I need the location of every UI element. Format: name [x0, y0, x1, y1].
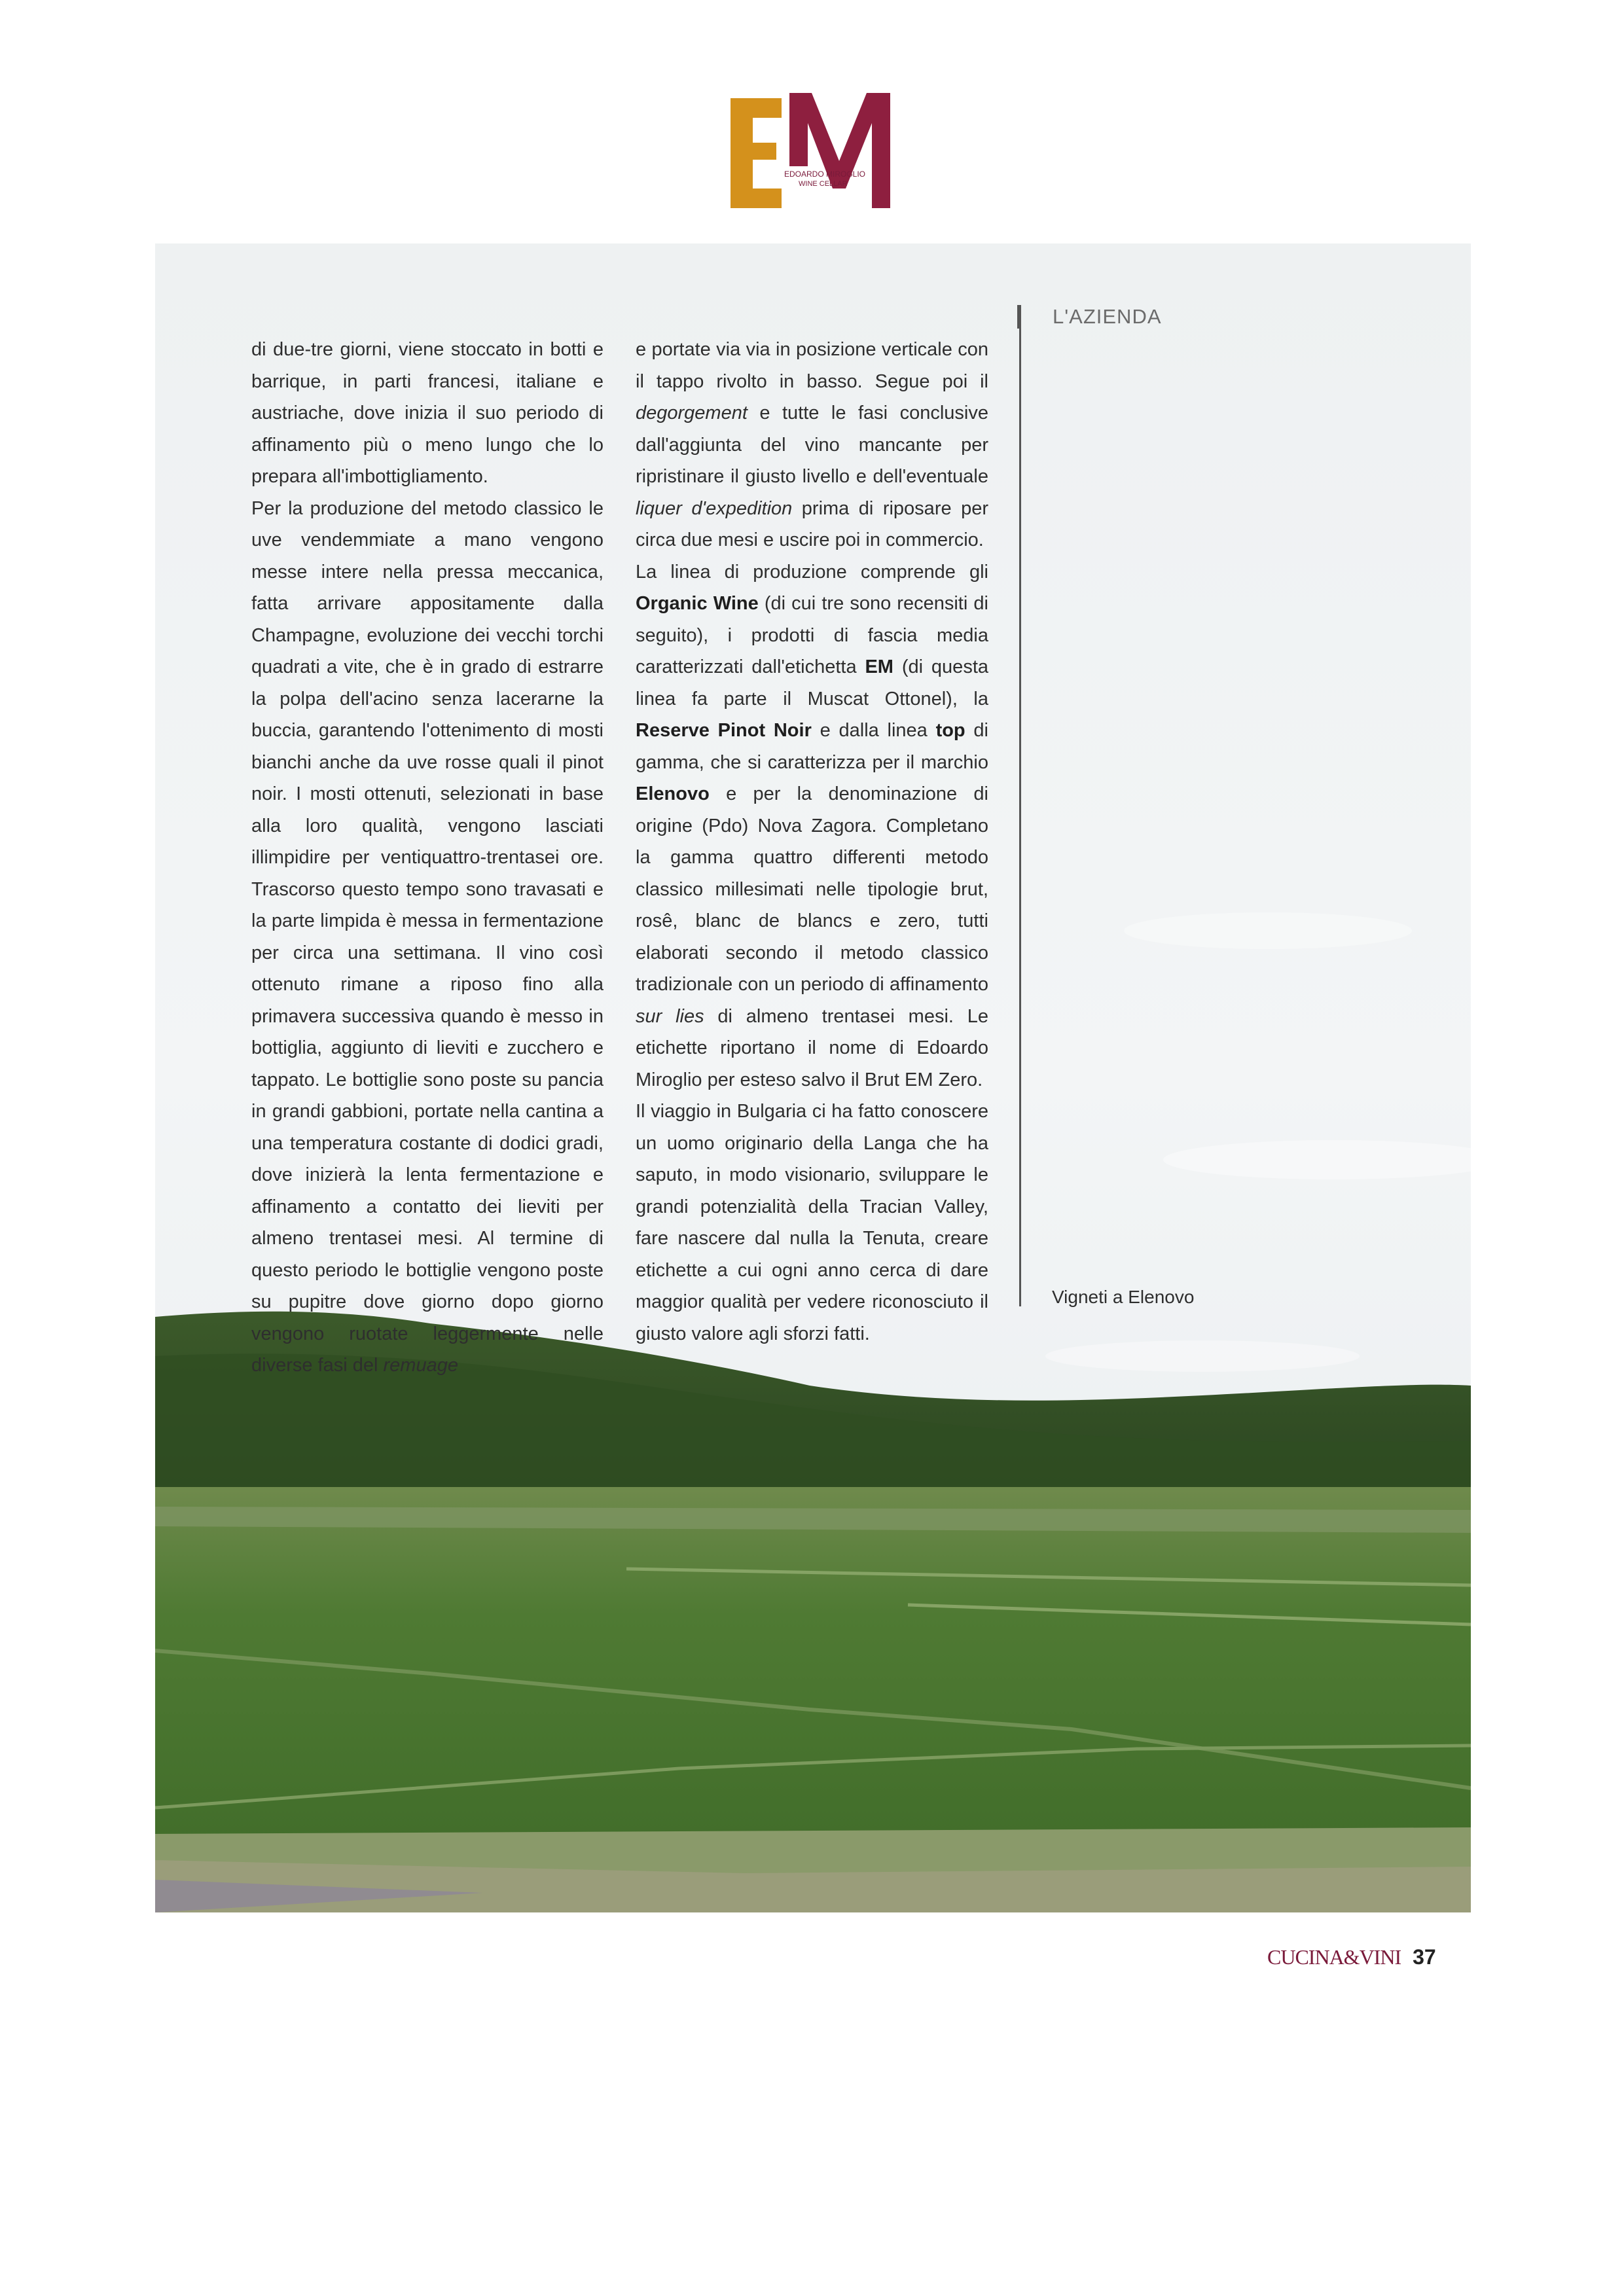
col2-p2-text-e: di gamma, che si caratterizza per il marchio: [636, 720, 988, 773]
section-divider-marker: [1017, 305, 1021, 329]
col2-p2-bold-4: top: [935, 720, 965, 741]
col1-paragraph-2: [251, 493, 604, 1382]
col2-paragraph-1: [636, 334, 988, 556]
logo-letter-e: [731, 98, 782, 208]
col2-p2-italic: sur lies: [636, 1005, 704, 1027]
col2-p2-text-b: (di cui tre sono recensiti di seguito), i prodotti di fascia media caratterizzati dall'etichetta: [636, 593, 988, 677]
col2-p1-italic-1: degorgement: [636, 403, 748, 423]
page-number: 37: [1413, 1945, 1436, 1969]
em-logo: [731, 93, 890, 208]
col2-p1-text-a: e portate via via in posizione verticale con il tappo rivolto in basso. Segue poi il: [636, 339, 988, 392]
col2-paragraph-2: [636, 556, 988, 1096]
col1-paragraph-1: di due-tre giorni, viene stoccato in botti e barrique, in parti francesi, italiane e austriache, dove inizia il suo periodo di affinamento più o meno lungo che lo prepara all'imbottigliamento.: [251, 339, 604, 487]
col2-p1-text-b: e tutte le fasi conclusive dall'aggiunta del vino mancante per ripristinare il giusto livello e dell'eventuale: [636, 403, 988, 487]
section-label: L'AZIENDA: [1053, 305, 1162, 328]
col2-p2-text-g: di almeno trentasei mesi. Le etichette riportano il nome di Edoardo Miroglio per esteso salvo il Brut EM Zero.: [636, 1005, 988, 1090]
col2-p2-bold-5: Elenovo: [636, 783, 710, 804]
section-divider-rule: [1019, 305, 1021, 1306]
photo-caption: Vigneti a Elenovo: [1052, 1287, 1195, 1307]
col1-p2-text: Per la produzione del metodo classico le uve vendemmiate a mano vengono messe intere nella pressa meccanica, fatta arrivare appositamente dalla Champagne, evoluzione dei vecchi torchi quadrati a vite, che è in grado di estrarre la polpa dell'acino senza lacerarne la buccia, garantendo l'ottenimento di mosti bianchi anche da uve rosse quali il pinot noir. I mosti ottenuti, selezionati in base alla loro qualità, vengono lasciati illimpidire per ventiquattro-trentasei ore. Trascorso questo tempo sono travasati e la parte limpida è messa in fermentazione per circa una settimana. Il vino così ottenuto rimane a riposo fino alla primavera successiva quando è messo in bottiglia, aggiunto di lieviti e zucchero e tappato. Le bottiglie sono poste su pancia in grandi gabbioni, portate nella cantina a una temperatura costante di dodici gradi, dove inizierà la lenta fermentazione e affinamento a contatto dei lieviti per almeno trentasei mesi. Al termine di questo periodo le bottiglie vengono poste su pupitre dove giorno dopo giorno vengono ruotate leggermente nelle diverse fasi del: [251, 497, 604, 1376]
col2-p2-text-c: (di questa linea fa parte il Muscat Ottonel), la: [636, 656, 988, 709]
magazine-brand: CUCINA&VINI: [1267, 1945, 1401, 1969]
col2-p2-text-f: e per la denominazione di origine (Pdo) Nova Zagora. Completano la gamma quattro differenti metodo classico millesimati nelle tipologie brut, rosê, blanc de blancs e zero, tutti elaborati secondo il metodo classico tradizionale con un periodo di affinamento: [636, 783, 988, 995]
article-column-2: [636, 334, 988, 1350]
col2-p2-bold-1: Organic Wine: [636, 593, 759, 614]
col2-p1-text-c: prima di riposare per circa due mesi e uscire poi in commercio.: [636, 497, 988, 550]
col2-p2-bold-3: Reserve Pinot Noir: [636, 720, 812, 741]
col2-p1-italic-2: liquer d'expedition: [636, 497, 793, 519]
logo-line1: EDOARDO MIROGLIO: [784, 170, 866, 179]
logo-line2: WINE CELLAR: [799, 180, 848, 188]
col1-p2-italic: remuage: [383, 1355, 458, 1376]
page-footer: [1267, 1945, 1436, 1969]
logo-letter-m: [789, 93, 890, 208]
col2-p2-bold-2: EM: [865, 656, 893, 677]
col2-paragraph-3: Il viaggio in Bulgaria ci ha fatto conoscere un uomo originario della Langa che ha saputo, in modo visionario, sviluppare le grandi potenzialità della Tracian Valley, fare nascere dal nulla la Tenuta, creare etichette a cui ogni anno cerca di dare maggior qualità per vedere riconosciuto il giusto valore agli sforzi fatti.: [636, 1101, 988, 1344]
col2-p2-text-a: La linea di produzione comprende gli: [636, 561, 988, 583]
article-column-1: [251, 334, 604, 1382]
col2-p2-text-d: e dalla linea: [811, 720, 936, 741]
